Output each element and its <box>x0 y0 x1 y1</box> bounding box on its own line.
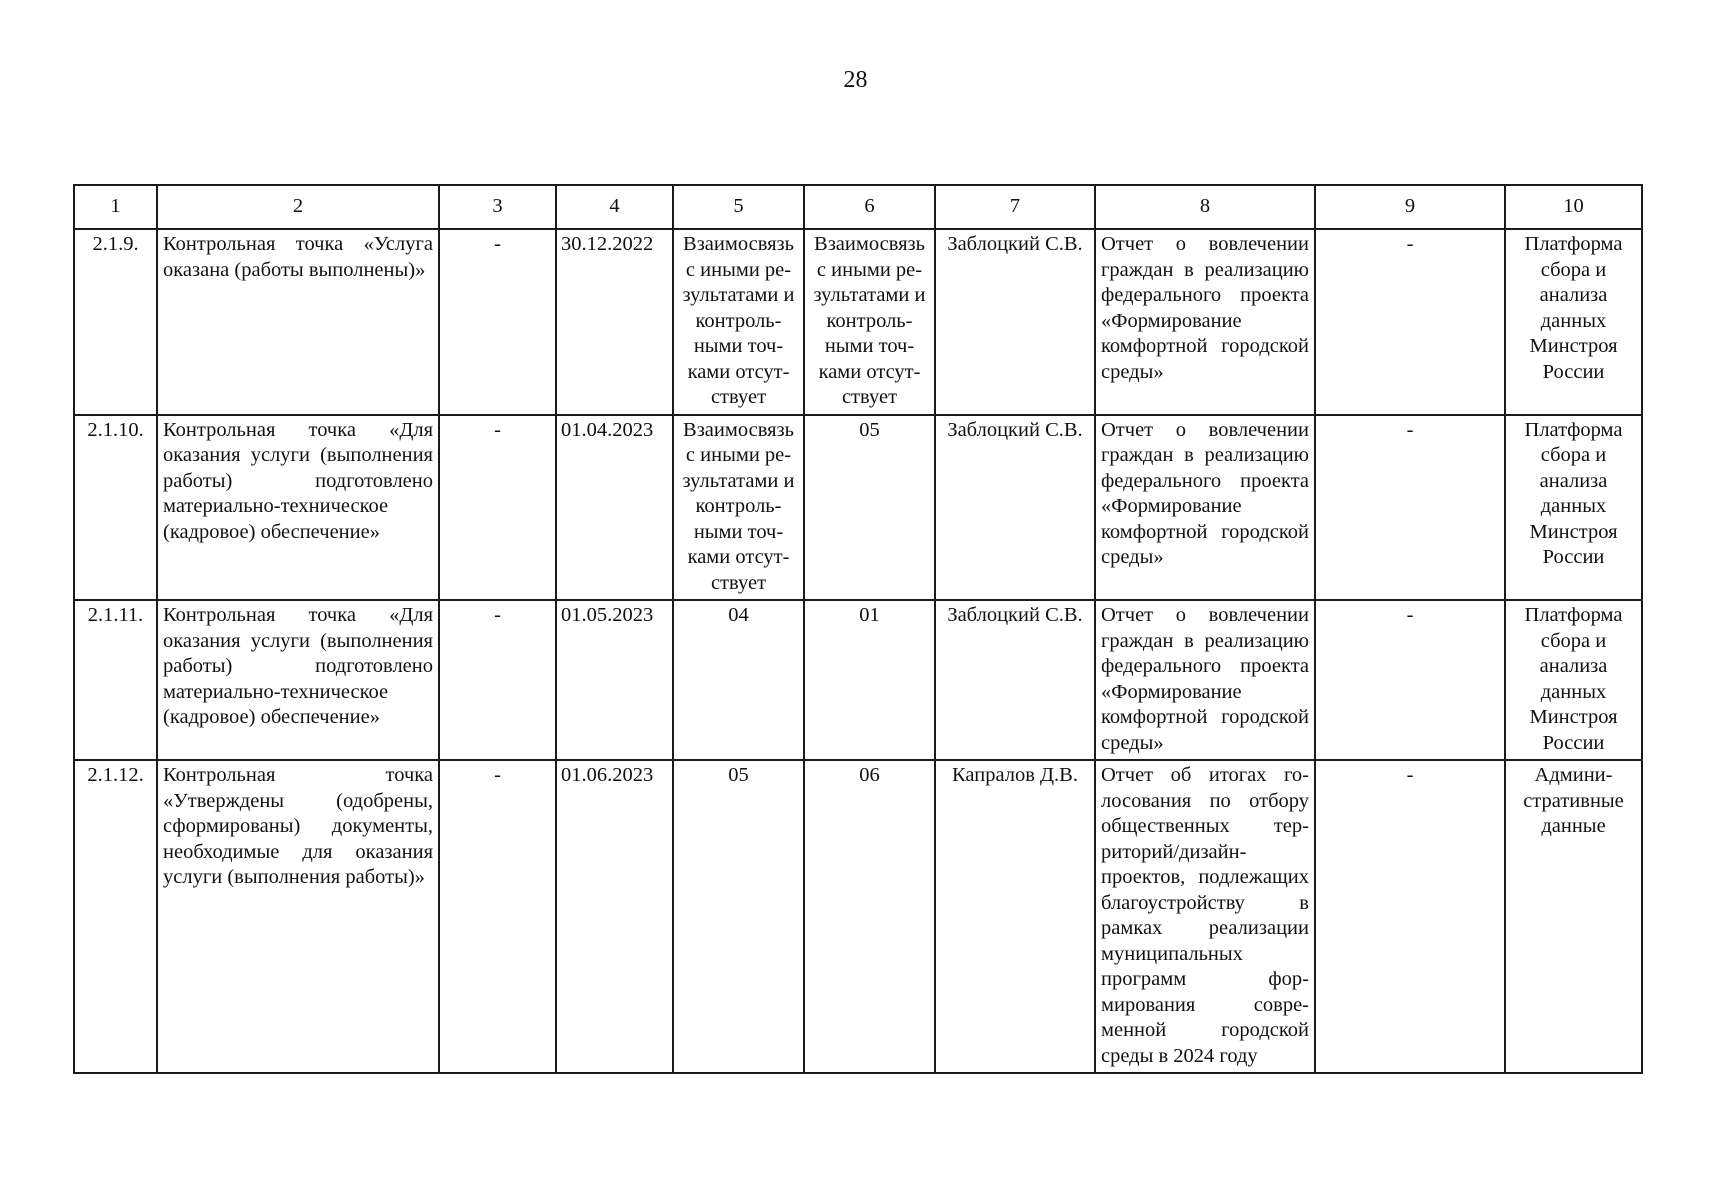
cell-responsible: Заблоцкий С.В. <box>935 229 1095 415</box>
cell-column-3: - <box>439 760 556 1073</box>
cell-date: 01.06.2023 <box>556 760 673 1073</box>
cell-date: 01.04.2023 <box>556 415 673 601</box>
cell-successors: 01 <box>804 600 935 760</box>
cell-successors: 06 <box>804 760 935 1073</box>
cell-predecessors: 05 <box>673 760 804 1073</box>
header-row <box>74 185 1642 229</box>
column-header-6: 6 <box>804 185 935 229</box>
column-header-10: 10 <box>1505 185 1642 229</box>
cell-control-point-name: Контрольная точка «Для оказания услуги (выполнения работы) подготовлено материально-техническое (кадровое) обеспечение» <box>157 600 439 760</box>
cell-data-source: Административные данные <box>1505 760 1642 1073</box>
column-header-8: 8 <box>1095 185 1315 229</box>
column-header-7: 7 <box>935 185 1095 229</box>
cell-number: 2.1.10. <box>74 415 157 601</box>
cell-document: Отчет об итогах голосования по отбору общественных территорий/дизайн-проектов, подлежащих благоустройству в рамках реализации муниципальных программ формирования современной городской среды в 2024 году <box>1095 760 1315 1073</box>
cell-control-point-name: Контрольная точка «Для оказания услуги (выполнения работы) подготовлено материально-техническое (кадровое) обеспечение» <box>157 415 439 601</box>
cell-document: Отчет о вовлечении граждан в реализацию федерального проекта «Формирование комфортной городской среды» <box>1095 229 1315 415</box>
cell-control-point-name: Контрольная точка «Утверждены (одобрены, сформированы) документы, необходимые для оказания услуги (выполнения работы)» <box>157 760 439 1073</box>
cell-document: Отчет о вовлечении граждан в реализацию федерального проекта «Формирование комфортной городской среды» <box>1095 600 1315 760</box>
page-number: 28 <box>843 67 868 93</box>
cell-date: 01.05.2023 <box>556 600 673 760</box>
cell-successors: Взаимосвязь с иными результатами и контрольными точками отсутствует <box>804 229 935 415</box>
cell-column-9: - <box>1315 229 1505 415</box>
cell-column-9: - <box>1315 415 1505 601</box>
cell-data-source: Платформа сбора и анализа данных Минстроя России <box>1505 229 1642 415</box>
cell-predecessors: 04 <box>673 600 804 760</box>
cell-successors: 05 <box>804 415 935 601</box>
cell-number: 2.1.12. <box>74 760 157 1073</box>
cell-responsible: Заблоцкий С.В. <box>935 415 1095 601</box>
column-header-5: 5 <box>673 185 804 229</box>
schedule-table <box>73 184 1643 1074</box>
column-header-3: 3 <box>439 185 556 229</box>
cell-predecessors: Взаимосвязь с иными результатами и контрольными точками отсутствует <box>673 229 804 415</box>
cell-data-source: Платформа сбора и анализа данных Минстроя России <box>1505 415 1642 601</box>
cell-predecessors: Взаимосвязь с иными результатами и контрольными точками отсутствует <box>673 415 804 601</box>
cell-control-point-name: Контрольная точка «Услуга оказана (работы выполнены)» <box>157 229 439 415</box>
table-header <box>74 185 1642 229</box>
column-header-4: 4 <box>556 185 673 229</box>
cell-document: Отчет о вовлечении граждан в реализацию федерального проекта «Формирование комфортной городской среды» <box>1095 415 1315 601</box>
table-row <box>74 600 1642 760</box>
table-body <box>74 229 1642 1073</box>
cell-responsible: Капралов Д.В. <box>935 760 1095 1073</box>
column-header-1: 1 <box>74 185 157 229</box>
cell-date: 30.12.2022 <box>556 229 673 415</box>
cell-number: 2.1.9. <box>74 229 157 415</box>
table-row <box>74 760 1642 1073</box>
cell-number: 2.1.11. <box>74 600 157 760</box>
cell-column-3: - <box>439 415 556 601</box>
table-row <box>74 415 1642 601</box>
cell-column-9: - <box>1315 760 1505 1073</box>
table-row <box>74 229 1642 415</box>
cell-data-source: Платформа сбора и анализа данных Минстроя России <box>1505 600 1642 760</box>
column-header-9: 9 <box>1315 185 1505 229</box>
cell-column-9: - <box>1315 600 1505 760</box>
column-header-2: 2 <box>157 185 439 229</box>
cell-column-3: - <box>439 229 556 415</box>
cell-responsible: Заблоцкий С.В. <box>935 600 1095 760</box>
cell-column-3: - <box>439 600 556 760</box>
